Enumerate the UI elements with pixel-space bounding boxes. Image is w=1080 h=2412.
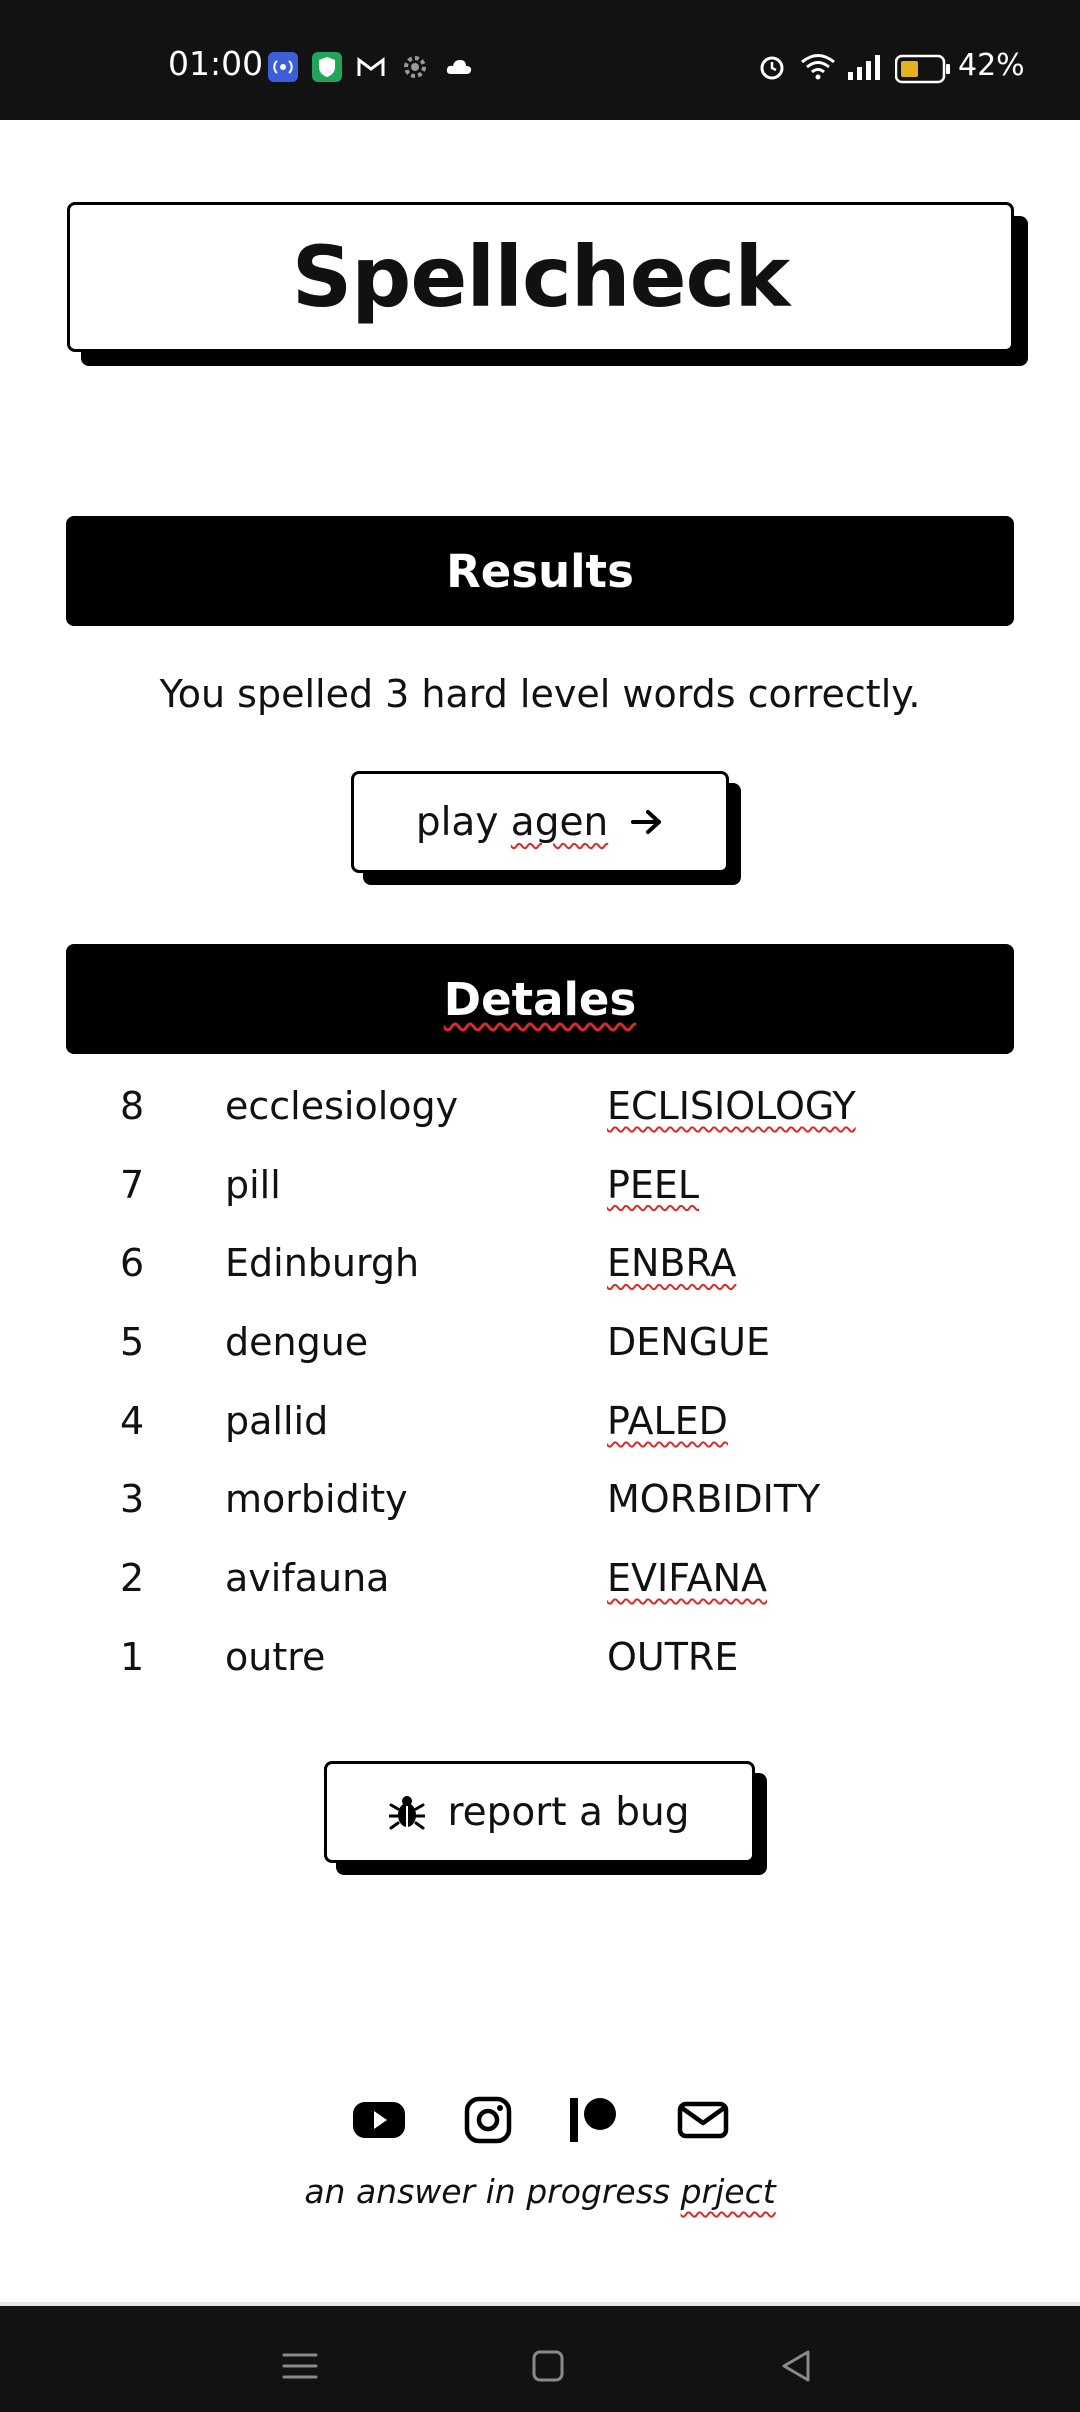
user-answer: MORBIDITY	[607, 1477, 821, 1522]
arrow-right-icon	[630, 807, 664, 837]
row-number: 5	[120, 1320, 145, 1365]
table-row	[0, 1227, 1080, 1306]
results-summary: You spelled 3 hard level words correctly.	[159, 672, 921, 716]
target-word: pallid	[225, 1398, 329, 1443]
user-answer: ECLISIOLOGY	[607, 1084, 856, 1128]
table-row	[0, 1463, 1080, 1542]
patreon-icon[interactable]	[564, 2090, 624, 2150]
table-row	[0, 1149, 1080, 1228]
title-card	[67, 202, 1014, 352]
back-icon[interactable]	[776, 2346, 816, 2386]
target-word: avifauna	[225, 1556, 390, 1601]
row-number: 4	[120, 1398, 145, 1443]
signal-icon	[846, 52, 884, 82]
table-row	[0, 1385, 1080, 1464]
user-answer: EVIFANA	[607, 1556, 767, 1601]
row-number: 2	[120, 1556, 145, 1601]
play-again-label: play agen	[415, 799, 609, 845]
row-number: 3	[120, 1477, 145, 1522]
battery-icon	[895, 54, 951, 84]
wifi-icon	[800, 52, 836, 82]
cloud-icon	[444, 52, 474, 82]
home-icon[interactable]	[528, 2346, 568, 2386]
gmail-icon	[356, 52, 386, 82]
results-header	[66, 516, 1014, 626]
details-heading: Detales	[443, 972, 637, 1026]
status-bar	[0, 0, 1080, 120]
user-answer: OUTRE	[607, 1634, 739, 1679]
target-word: pill	[225, 1162, 281, 1207]
report-bug-label: report a bug	[447, 1789, 690, 1835]
table-row	[0, 1306, 1080, 1385]
details-header	[66, 944, 1014, 1054]
row-number: 6	[120, 1241, 145, 1286]
row-number: 1	[120, 1634, 145, 1679]
details-table	[0, 1070, 1080, 1700]
user-answer: ENBRA	[607, 1241, 737, 1286]
user-answer: PALED	[607, 1398, 728, 1443]
play-again-button[interactable]	[351, 771, 729, 873]
row-number: 8	[120, 1084, 145, 1128]
bug-icon	[389, 1793, 425, 1831]
instagram-icon[interactable]	[458, 2090, 518, 2150]
app-title: Spellcheck	[291, 228, 790, 326]
shield-icon	[312, 52, 342, 82]
alarm-icon	[757, 52, 787, 82]
target-word: Edinburgh	[225, 1241, 420, 1286]
broadcast-icon	[268, 52, 298, 82]
target-word: morbidity	[225, 1477, 408, 1522]
system-nav-bar	[0, 2302, 1080, 2412]
report-bug-button[interactable]	[324, 1761, 755, 1863]
table-row	[0, 1070, 1080, 1149]
social-links	[0, 2090, 1080, 2150]
status-time: 01:00	[168, 44, 264, 83]
tagline: an answer in progress prject	[304, 2172, 776, 2211]
results-heading: Results	[446, 544, 634, 598]
user-answer: PEEL	[607, 1162, 700, 1207]
table-row	[0, 1542, 1080, 1621]
user-answer: DENGUE	[607, 1320, 770, 1365]
target-word: ecclesiology	[225, 1084, 459, 1128]
battery-percent: 42%	[958, 48, 1025, 83]
target-word: outre	[225, 1634, 326, 1679]
row-number: 7	[120, 1162, 145, 1207]
youtube-icon[interactable]	[349, 2090, 409, 2150]
target-word: dengue	[225, 1320, 369, 1365]
mail-icon[interactable]	[673, 2090, 733, 2150]
table-row	[0, 1621, 1080, 1700]
menu-icon[interactable]	[280, 2346, 320, 2386]
settings-icon	[400, 52, 430, 82]
